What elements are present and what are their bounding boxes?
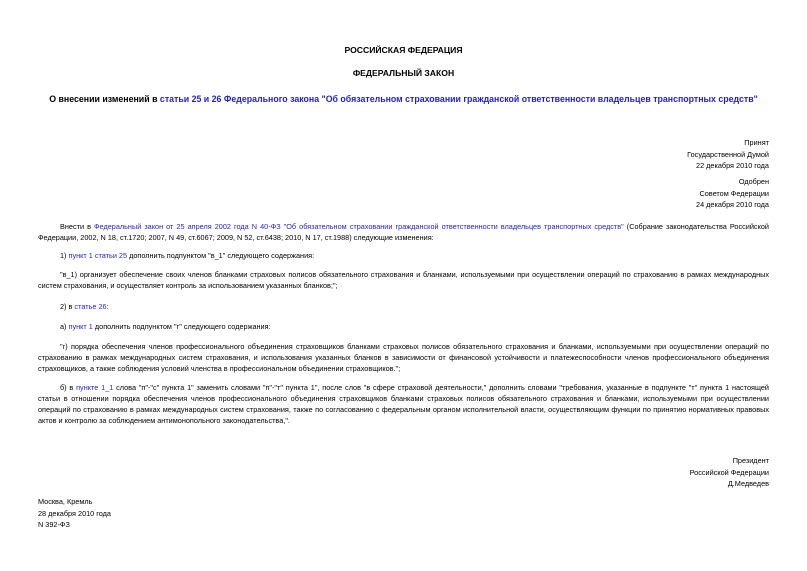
adopted-line: Принят: [744, 138, 769, 147]
place-city: Москва, Кремль: [38, 497, 93, 506]
signature-block: [690, 455, 769, 490]
article-25-link[interactable]: пункт 1 статьи 25: [68, 251, 128, 260]
document-title: [38, 94, 769, 105]
item-a-prefix: а): [60, 322, 69, 331]
signature-country: Российской Федерации: [689, 467, 769, 477]
paragraph-item-a: [38, 321, 769, 332]
paragraph-item-2: [38, 301, 769, 312]
adopted-date: 22 декабря 2010 года: [696, 161, 769, 170]
country-heading: РОССИЙСКАЯ ФЕДЕРАЦИЯ: [344, 45, 463, 55]
approved-line: Одобрен: [738, 177, 769, 186]
adopted-by: Государственной Думой: [687, 149, 769, 159]
paragraph-g: "г) порядка обеспечения членов профессионального объединения страховщиков бланками страховых полисов обязательного страхования и бланками, используемыми при осуществлении операций по страхованию в рамках международных систем страхования, и использования указанных бланков в зависимости от финансовой устойчивости и платежеспособности членов профессионального объединения страховщиков, а также соблюдения условий членства в профессиональном объединении страховщиков.";: [38, 342, 769, 373]
item-b-prefix: б) в: [60, 383, 77, 392]
item-b-suffix: слова "п"-"с" пункта 1" заменить словами "п"-"т" пункта 1", после слов "в сфере страховой деятельности," дополнить словами "требования, указанные в подпункте "т" пункта 1 настоящей статьи в отношении порядка обеспечения членов профессионального объединения страховщиков бланками страховых полисов обязательного страхования и бланками, используемыми при осуществлении операций по страхованию в рамках международных систем страхования, также по согласованию с федеральным органом исполнительной власти, осуществляющим функции по принятию нормативных правовых актов и контролю за соблюдением антимонопольного законодательства,".: [38, 383, 770, 425]
paragraph-intro: [38, 221, 769, 243]
paragraph-item-1: [38, 250, 769, 261]
adopted-block: [687, 137, 769, 172]
intro-prefix: Внести в: [60, 222, 94, 231]
place-date: 28 декабря 2010 года: [38, 508, 111, 518]
approved-block: [696, 176, 769, 211]
federal-law-link[interactable]: Федеральный закон от 25 апреля 2002 года N 40-ФЗ "Об обязательном страховании гражданской ответственности владельцев транспортных средств": [94, 222, 624, 231]
point-1-1-link[interactable]: пункте 1_1: [76, 383, 114, 392]
item-1-suffix: дополнить подпунктом "в_1" следующего содержания:: [127, 251, 315, 260]
title-link[interactable]: статьи 25 и 26 Федерального закона "Об обязательном страховании гражданской ответственности владельцев транспортных средств": [159, 94, 758, 104]
paragraph-item-b: [38, 382, 769, 426]
item-a-suffix: дополнить подпунктом "г" следующего содержания:: [92, 322, 271, 331]
signature-title: Президент: [732, 456, 769, 465]
item-2-suffix: :: [106, 302, 109, 311]
item-2-prefix: 2) в: [60, 302, 75, 311]
law-number: N 392-ФЗ: [38, 520, 70, 529]
item-1-prefix: 1): [60, 251, 69, 260]
title-prefix: О внесении изменений в: [49, 94, 160, 104]
article-26-link[interactable]: статье 26: [74, 302, 107, 311]
intro-suffix: (Собрание законодательства Российской Федерации, 2002, N 18, ст.1720; 2007, N 49, ст.6067; 2009, N 52, ст.6438; 2010, N 17, ст.1988) следующие изменения:: [38, 222, 769, 242]
signature-name: Д.Медведев: [727, 479, 769, 488]
paragraph-v1: "в_1) организует обеспечение своих членов бланками страховых полисов обязательного страхования и бланками, используемыми при осуществлении операций по страхованию в рамках международных систем страхования, и осуществляет контроль за использованием указанных бланков;";: [38, 270, 769, 290]
approved-by: Советом Федерации: [699, 188, 769, 198]
place-block: [38, 496, 111, 531]
doc-type-heading: ФЕДЕРАЛЬНЫЙ ЗАКОН: [352, 68, 455, 78]
point-1-link[interactable]: пункт 1: [68, 322, 93, 331]
approved-date: 24 декабря 2010 года: [696, 200, 769, 209]
